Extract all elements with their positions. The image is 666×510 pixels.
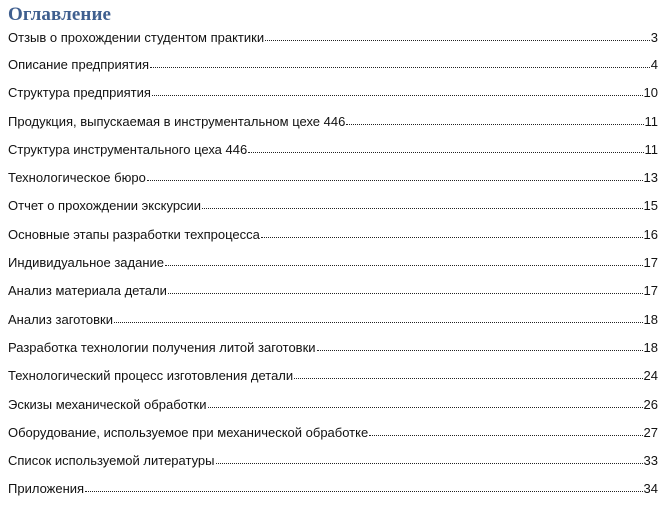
toc-entry[interactable] (8, 340, 658, 368)
dot-leader (202, 207, 642, 209)
toc-entry[interactable] (8, 255, 658, 283)
toc-entry-label: Приложения (8, 481, 85, 497)
toc-entry-page: 3 (650, 30, 658, 45)
dot-leader (294, 377, 642, 379)
dot-leader (165, 264, 643, 266)
toc-entry[interactable] (8, 142, 658, 170)
toc-entry-page: 16 (643, 226, 658, 242)
toc-entry[interactable] (8, 425, 658, 453)
toc-entry[interactable] (8, 114, 658, 142)
toc-entry-label: Анализ заготовки (8, 311, 113, 327)
toc-entry-label: Анализ материала детали (8, 283, 167, 299)
dot-leader (152, 94, 643, 96)
dot-leader (261, 236, 643, 238)
toc-entry-label: Структура предприятия (8, 85, 151, 101)
toc-entry-page: 27 (643, 424, 658, 440)
toc-entry-label: Индивидуальное задание (8, 255, 164, 271)
toc-entry-label: Продукция, выпускаемая в инструментальном цехе 446 (8, 113, 346, 129)
toc-entry-label: Оборудование, используемое при механической обработке (8, 424, 369, 440)
toc-entry-label: Отчет о прохождении экскурсии (8, 198, 202, 214)
toc-entry-page: 17 (643, 283, 658, 299)
toc-entry-label: Разработка технологии получения литой заготовки (8, 339, 316, 355)
dot-leader (147, 179, 643, 181)
toc-title: Оглавление (8, 4, 112, 25)
dot-leader (248, 151, 643, 153)
toc-entry-label: Эскизы механической обработки (8, 396, 207, 412)
toc-entry-label: Отзыв о прохождении студентом практики (8, 30, 265, 45)
toc-entry[interactable] (8, 30, 658, 57)
toc-entry[interactable] (8, 170, 658, 198)
toc-entry-page: 4 (650, 57, 658, 72)
toc-entry-label: Описание предприятия (8, 57, 150, 72)
toc-entry[interactable] (8, 312, 658, 340)
toc-entry-label: Структура инструментального цеха 446 (8, 141, 248, 157)
dot-leader (85, 490, 642, 492)
toc-entry[interactable] (8, 397, 658, 425)
toc-entry[interactable] (8, 85, 658, 113)
dot-leader (369, 434, 642, 436)
dot-leader (346, 123, 643, 125)
toc-entry-label: Технологический процесс изготовления детали (8, 368, 294, 384)
dot-leader (216, 462, 643, 464)
toc-entry-label: Основные этапы разработки техпроцесса (8, 226, 260, 242)
dot-leader (317, 349, 643, 351)
dot-leader (114, 321, 643, 323)
dot-leader (168, 292, 643, 294)
toc-entry-page: 15 (643, 198, 658, 214)
table-of-contents (8, 4, 658, 510)
toc-entry[interactable] (8, 57, 658, 85)
dot-leader (208, 406, 643, 408)
dot-leader (265, 39, 650, 41)
toc-entry-page: 33 (643, 453, 658, 469)
toc-entry-page: 34 (643, 481, 658, 497)
dot-leader (150, 66, 650, 68)
toc-entry-page: 18 (643, 311, 658, 327)
toc-entry-page: 13 (643, 170, 658, 186)
toc-entry-page: 18 (643, 339, 658, 355)
toc-entry[interactable] (8, 227, 658, 255)
toc-list (8, 30, 658, 510)
toc-entry-page: 17 (643, 255, 658, 271)
toc-entry-page: 11 (644, 113, 658, 129)
toc-entry-label: Технологическое бюро (8, 170, 146, 186)
toc-entry[interactable] (8, 283, 658, 311)
toc-entry-page: 26 (643, 396, 658, 412)
toc-entry[interactable] (8, 198, 658, 226)
toc-entry-page: 24 (643, 368, 658, 384)
toc-entry-label: Список используемой литературы (8, 453, 215, 469)
toc-entry-page: 11 (644, 141, 658, 157)
toc-entry[interactable] (8, 368, 658, 396)
toc-entry-page: 10 (643, 85, 658, 101)
toc-entry[interactable] (8, 481, 658, 509)
toc-entry[interactable] (8, 453, 658, 481)
